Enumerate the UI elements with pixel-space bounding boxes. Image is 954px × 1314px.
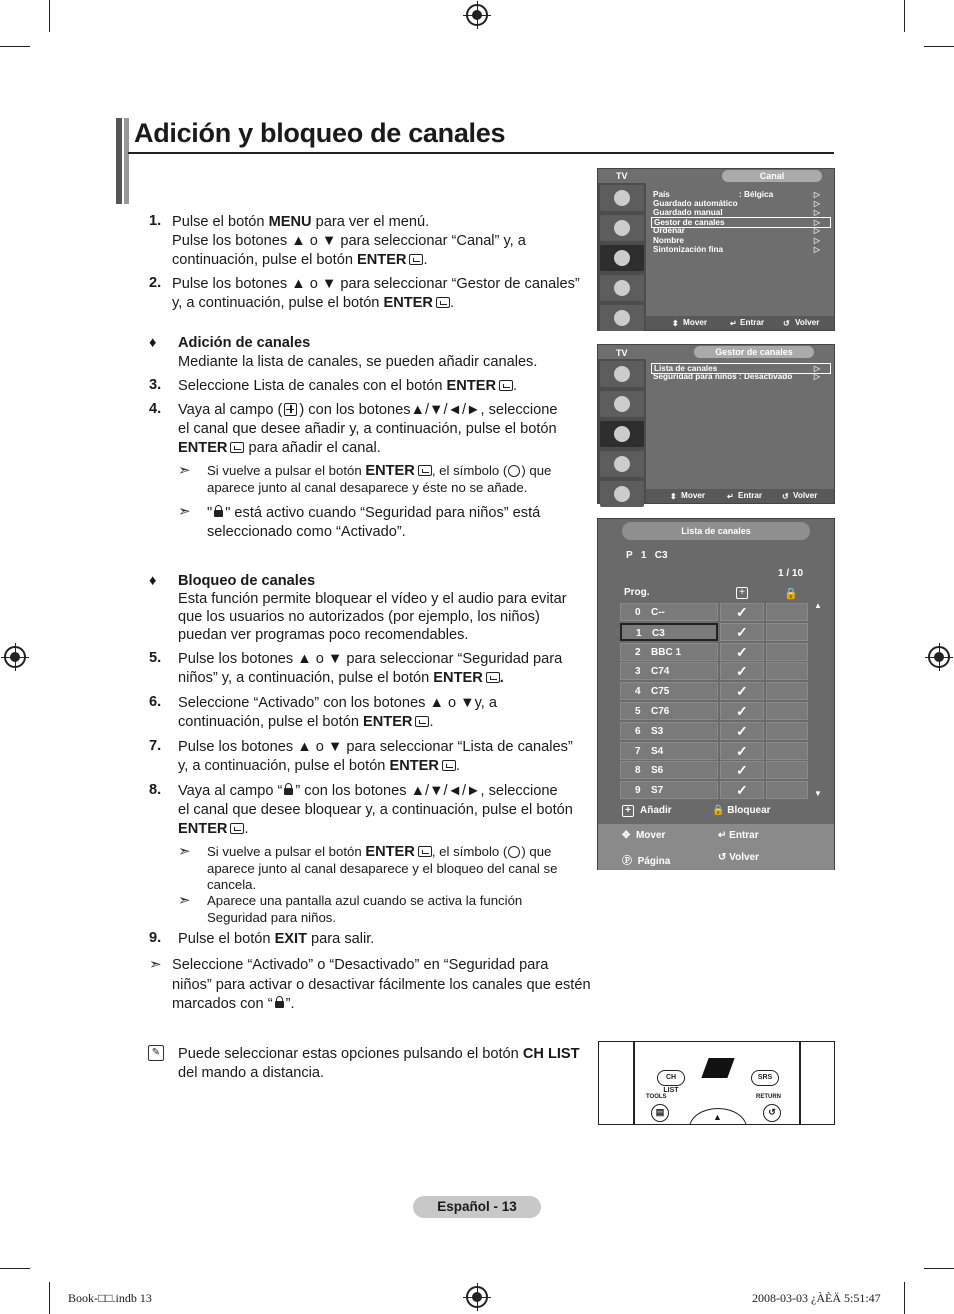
- remote-control-image: [598, 1041, 835, 1125]
- add-section: Adición de canales Mediante la lista de canales, se pueden añadir canales.: [178, 335, 538, 370]
- tools-button[interactable]: ▤: [651, 1104, 669, 1122]
- channel-number: 9: [635, 785, 641, 797]
- chlist-button[interactable]: CH LIST: [657, 1070, 685, 1086]
- move-icon: ✥: [622, 830, 631, 841]
- menu-header: Canal: [722, 170, 822, 182]
- note-4b: " " está activo cuando “Seguridad para niños” está seleccionado como “Activado”.: [207, 505, 541, 540]
- note-8a: Si vuelve a pulsar el botón ENTER , el símbolo ( ) que aparece junto al canal desaparece y el bloqueo del canal se cancela.: [207, 844, 558, 892]
- check-icon: ✓: [736, 762, 748, 779]
- step-3: Seleccione Lista de canales con el botón ENTER .: [178, 378, 518, 394]
- check-icon: ✓: [736, 722, 748, 739]
- prog-label: Prog.: [624, 587, 650, 598]
- add-checkbox[interactable]: [720, 781, 764, 799]
- return-icon: ↺: [718, 852, 727, 863]
- enter-icon: [230, 823, 244, 834]
- enter-icon: [436, 297, 450, 308]
- channel-name: S6: [651, 765, 664, 777]
- step-number: 1.: [149, 213, 162, 229]
- bullet: ♦: [149, 335, 157, 351]
- channel-icon: [600, 421, 644, 447]
- return-button[interactable]: ↺: [763, 1104, 781, 1122]
- print-info-left: Book-□□.indb 13: [68, 1291, 152, 1305]
- enter-icon: [418, 465, 432, 476]
- lock-checkbox[interactable]: [766, 662, 808, 680]
- back-legend: ↺ Volver: [718, 852, 760, 863]
- step-number: 2.: [149, 275, 162, 291]
- sound-icon: [600, 215, 644, 241]
- up-arrow-icon: ▲: [713, 1112, 722, 1122]
- menu-item[interactable]: Guardado automático ▷: [653, 199, 820, 208]
- bullet: ♦: [149, 573, 157, 589]
- menu-item[interactable]: Seguridad para niños : Desactivado ▷: [653, 372, 820, 381]
- enter-icon: ↵: [718, 830, 727, 841]
- lock-checkbox[interactable]: [766, 742, 808, 760]
- picture-icon: [600, 361, 644, 387]
- check-icon: ✓: [736, 643, 748, 660]
- step-number: 9.: [149, 930, 162, 946]
- step-number: 8.: [149, 782, 162, 798]
- lock-legend: 🔒 Bloquear: [712, 805, 771, 816]
- step-8: Vaya al campo “ ” con los botones ▲/▼/◄/►, seleccione el canal que desee bloquear y, a continuación, pulse el botón ENTER .: [178, 783, 573, 837]
- channel-number: 1: [636, 627, 642, 639]
- channel-number: 5: [635, 706, 641, 717]
- channel-name: C3: [652, 627, 665, 639]
- channel-name: C--: [651, 607, 665, 618]
- channel-number: 4: [635, 686, 641, 698]
- add-checkbox[interactable]: [720, 603, 764, 621]
- add-checkbox[interactable]: [720, 702, 764, 720]
- lock-icon: 🔒: [712, 805, 725, 816]
- enter-icon: [442, 760, 456, 771]
- return-label: RETURN: [756, 1094, 781, 1100]
- tip-arrow-icon: ➣: [149, 956, 162, 973]
- lock-icon: [275, 1001, 284, 1008]
- channel-number: 6: [635, 725, 641, 737]
- check-icon: [508, 846, 520, 858]
- channel-list-screen: [597, 518, 835, 870]
- setup-icon: [600, 275, 644, 301]
- add-column-icon: +: [736, 587, 748, 599]
- lock-checkbox[interactable]: [766, 623, 808, 641]
- registration-mark-right: [928, 646, 950, 668]
- channel-name: C75: [651, 686, 670, 698]
- enter-icon: [230, 442, 244, 453]
- channel-number: 8: [635, 765, 641, 777]
- channel-name: C74: [651, 666, 670, 678]
- lock-icon: [284, 788, 293, 795]
- step-number: 5.: [149, 650, 162, 666]
- channel-name: S7: [651, 785, 664, 797]
- menu-header: Gestor de canales: [694, 346, 814, 358]
- channel-list-header: Lista de canales: [622, 522, 810, 540]
- page-legend: Ⓟ Página: [622, 856, 671, 867]
- move-icon: ⬍: [670, 492, 677, 501]
- lock-checkbox[interactable]: [766, 781, 808, 799]
- enter-icon: [418, 846, 432, 857]
- step-7: Pulse los botones ▲ o ▼ para seleccionar “Lista de canales” y, a continuación, pulse el botón ENTER .: [178, 739, 573, 774]
- page-icon: Ⓟ: [622, 856, 632, 867]
- footer-move: Mover: [683, 318, 708, 327]
- note-8b: Aparece una pantalla azul cuando se activa la función Seguridad para niños.: [207, 893, 523, 925]
- return-icon: ↺: [783, 319, 790, 328]
- lock-icon: [214, 510, 223, 517]
- note-arrow-icon: ➣: [178, 843, 191, 860]
- move-legend: ✥ Mover: [622, 830, 666, 841]
- step-6: Seleccione “Activado” con los botones ▲ o ▼y, a continuación, pulse el botón ENTER .: [178, 695, 498, 730]
- sound-icon: [600, 391, 644, 417]
- return-icon: ↺: [782, 492, 789, 501]
- remote-note: Puede seleccionar estas opciones pulsando el botón CH LIST del mando a distancia.: [178, 1046, 580, 1081]
- menu-item[interactable]: Guardado manual ▷: [653, 208, 820, 217]
- pointer-hand-icon: [701, 1058, 734, 1078]
- setup-icon: [600, 451, 644, 477]
- enter-legend: ↵ Entrar: [718, 830, 759, 841]
- tools-label: TOOLS: [646, 1094, 667, 1100]
- step-1: Pulse el botón MENU para ver el menú. Pulse los botones ▲ o ▼ para seleccionar “Canal” y, a continuación, pulse el botón ENTER .: [172, 214, 526, 268]
- enter-icon: ↵: [730, 319, 737, 328]
- check-icon: ✓: [736, 703, 748, 719]
- channel-name: S3: [651, 725, 664, 737]
- registration-mark-left: [4, 646, 26, 668]
- check-icon: ✓: [736, 683, 748, 700]
- move-icon: ⬍: [672, 319, 679, 328]
- tv-menu-channel: [597, 168, 835, 331]
- print-info-right: 2008-03-03 ¿ÀÈÄ 5:51:47: [752, 1291, 881, 1305]
- step-2: Pulse los botones ▲ o ▼ para seleccionar “Gestor de canales” y, a continuación, pulse el botón ENTER .: [172, 276, 580, 311]
- enter-icon: [415, 716, 429, 727]
- check-icon: ✓: [736, 623, 748, 640]
- step-4: Vaya al campo ( ) con los botones▲/▼/◄/►, seleccione el canal que desee añadir y, a continuación, pulse el botón ENTER para añadir el canal.: [178, 402, 558, 456]
- step-number: 3.: [149, 377, 162, 393]
- channel-name: S4: [651, 745, 664, 757]
- menu-item[interactable]: Sintonización fina ▷: [653, 245, 820, 254]
- check-icon: ✓: [736, 782, 748, 799]
- lock-checkbox[interactable]: [766, 603, 808, 621]
- enter-icon: ↵: [727, 492, 734, 501]
- menu-item-selected[interactable]: Gestor de canales ▷: [651, 217, 831, 228]
- menu-tag: TV: [616, 348, 628, 358]
- add-checkbox[interactable]: [720, 722, 764, 740]
- footer-back: Volver: [795, 318, 820, 327]
- tip-text: Seleccione “Activado” o “Desactivado” en “Seguridad para niños” para activar o desactivar fácilmente los canales que estén marcados con “ ”.: [172, 957, 591, 1012]
- note-arrow-icon: ➣: [178, 892, 191, 909]
- lock-checkbox[interactable]: [766, 643, 808, 661]
- add-checkbox[interactable]: [720, 662, 764, 680]
- channel-number: 3: [635, 666, 641, 678]
- channel-name: BBC 1: [651, 646, 682, 658]
- add-checkbox[interactable]: [720, 682, 764, 700]
- channel-number: 2: [635, 646, 641, 658]
- note-arrow-icon: ➣: [178, 462, 191, 479]
- menu-item[interactable]: Nombre ▷: [653, 236, 820, 245]
- registration-mark-top: [466, 4, 488, 26]
- note-icon: ✎: [148, 1045, 164, 1061]
- enter-icon: [499, 380, 513, 391]
- note-4a: Si vuelve a pulsar el botón ENTER , el símbolo ( ) que aparece junto al canal desaparece y éste no se añade.: [207, 463, 552, 495]
- scroll-down-icon[interactable]: ▼: [814, 789, 822, 798]
- input-icon: [600, 305, 644, 331]
- add-checkbox[interactable]: [720, 643, 764, 661]
- footer-back: Volver: [793, 491, 818, 500]
- menu-tag: TV: [616, 171, 628, 181]
- add-checkbox[interactable]: [720, 742, 764, 760]
- add-checkbox[interactable]: [720, 623, 764, 641]
- add-checkbox[interactable]: [720, 761, 764, 779]
- lock-checkbox[interactable]: [766, 702, 808, 720]
- enter-icon: [409, 254, 423, 265]
- check-icon: ✓: [736, 663, 748, 680]
- channel-number: 0: [635, 607, 641, 618]
- step-9: Pulse el botón EXIT para salir.: [178, 931, 375, 947]
- lock-checkbox[interactable]: [766, 682, 808, 700]
- menu-item[interactable]: Ordenar ▷: [653, 226, 820, 235]
- channel-number: 7: [635, 745, 641, 757]
- footer-enter: Entrar: [740, 318, 765, 327]
- step-5: Pulse los botones ▲ o ▼ para seleccionar “Seguridad para niños” y, a continuación, pulse el botón ENTER .: [178, 651, 563, 686]
- page-footer: Español - 13: [413, 1196, 541, 1218]
- check-icon: ✓: [736, 604, 748, 620]
- lock-checkbox[interactable]: [766, 761, 808, 779]
- channel-name: C76: [651, 706, 670, 717]
- note-arrow-icon: ➣: [178, 503, 191, 520]
- lock-checkbox[interactable]: [766, 722, 808, 740]
- channel-icon: [600, 245, 644, 271]
- menu-item-selected[interactable]: Lista de canales ▷: [651, 363, 831, 374]
- check-icon: ✓: [736, 742, 748, 759]
- enter-icon: [486, 672, 500, 683]
- tv-menu-channel-manager: [597, 344, 835, 504]
- picture-icon: [600, 185, 644, 211]
- current-channel: P 1 C3: [626, 550, 668, 561]
- input-icon: [600, 481, 644, 507]
- add-icon: +: [622, 805, 634, 817]
- step-number: 7.: [149, 738, 162, 754]
- menu-item[interactable]: País : Bélgica ▷: [653, 190, 820, 199]
- lock-column-icon: 🔒: [784, 588, 798, 600]
- registration-mark-bottom: [466, 1286, 488, 1308]
- scroll-up-icon[interactable]: ▲: [814, 601, 822, 610]
- page-title: Adición y bloqueo de canales: [134, 118, 506, 148]
- footer-move: Mover: [681, 491, 706, 500]
- step-number: 6.: [149, 694, 162, 710]
- footer-enter: Entrar: [738, 491, 763, 500]
- lock-section: Bloqueo de canales Esta función permite bloquear el vídeo y el audio para evitar que los usuarios no autorizados (por ejemplo, los niños) puedan ver programas poco recomendables.: [178, 573, 567, 643]
- step-number: 4.: [149, 401, 162, 417]
- check-icon: [508, 465, 520, 477]
- srs-button[interactable]: SRS: [751, 1070, 779, 1086]
- add-field-icon: [284, 403, 297, 416]
- page-count: 1 / 10: [778, 568, 804, 579]
- add-legend: + Añadir: [622, 805, 672, 817]
